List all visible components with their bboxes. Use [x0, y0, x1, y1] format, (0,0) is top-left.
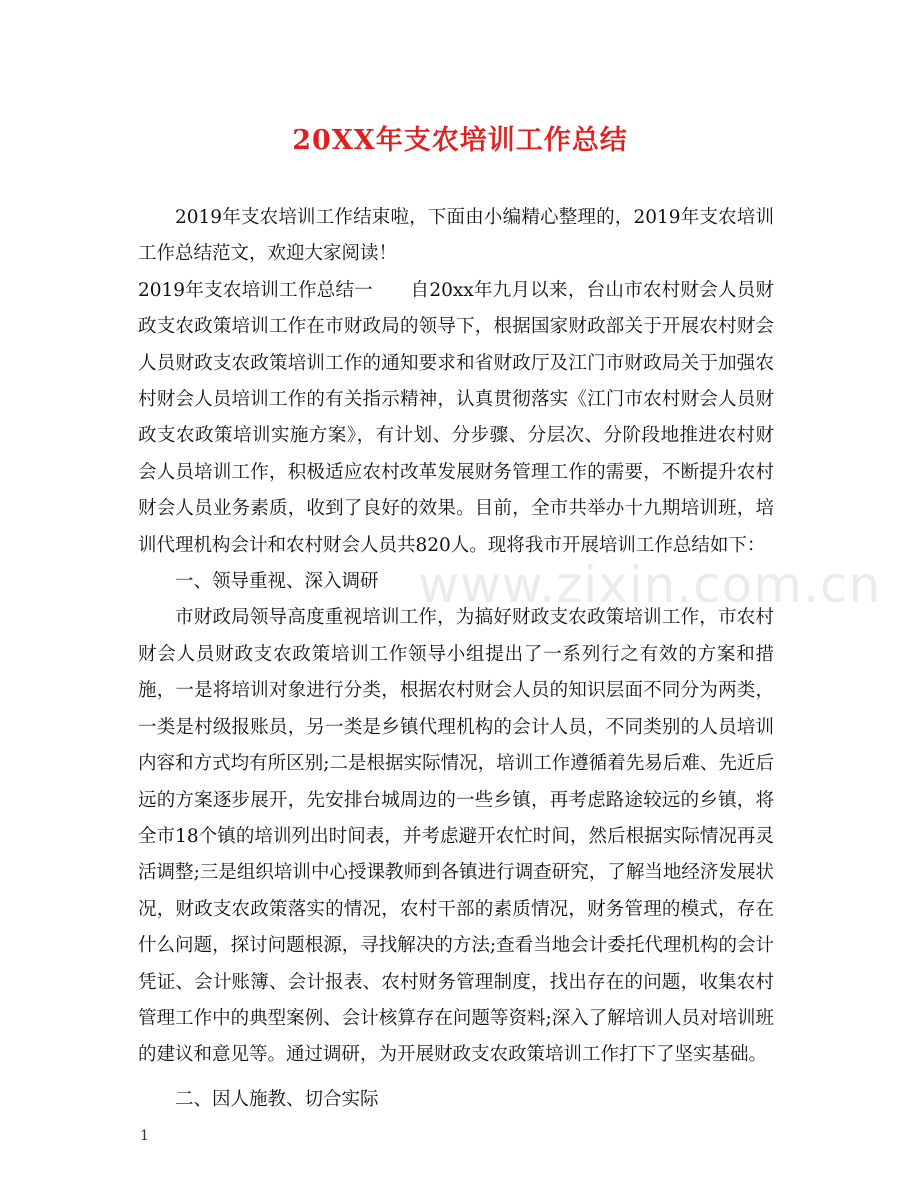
section-heading-one: 一、领导重视、深入调研 — [175, 571, 379, 593]
page-number: 1 — [140, 1128, 149, 1144]
section-heading-two: 二、因人施教、切合实际 — [175, 1088, 379, 1110]
intro-paragraph: 2019年支农培训工作结束啦，下面由小编精心整理的，2019年支农培训工作总结范文，欢迎大家阅读！ — [138, 207, 774, 265]
document-body — [138, 200, 774, 1118]
summary-paragraph-one: 2019年支农培训工作总结一 自20xx年九月以来，台山市农村财会人员财政支农政策培训工作在市财政局的领导下，根据国家财政部关于开展农村财会人员财政支农政策培训工作的通知要求和省财政厅及江门市财政局关于加强农村财会人员培训工作的有关指示精神，认真贯彻落实《江门市农村财会人员财政支农政策培训实施方案》，有计划、分步骤、分层次、分阶段地推进农村财会人员培训工作，积极适应农村改革发展财务管理工作的需要，不断提升农村财会人员业务素质，收到了良好的效果。目前，全市共举办十九期培训班，培训代理机构会计和农村财会人员共820人。现将我市开展培训工作总结如下： — [138, 279, 774, 556]
document-title: 20XX年支农培训工作总结 — [292, 125, 628, 156]
watermark: www.zixin.com.cn — [418, 556, 882, 614]
section-one-paragraph: 市财政局领导高度重视培训工作，为搞好财政支农政策培训工作，市农村财会人员财政支农政策培训工作领导小组提出了一系列行之有效的方案和措施，一是将培训对象进行分类，根据农村财会人员的知识层面不同分为两类，一类是村级报账员，另一类是乡镇代理机构的会计人员，不同类别的人员培训内容和方式均有所区别;二是根据实际情况，培训工作遵循着先易后难、先近后远的方案逐步展开，先安排台城周边的一些乡镇，再考虑路途较远的乡镇，将全市18个镇的培训列出时间表，并考虑避开农忙时间，然后根据实际情况再灵活调整;三是组织培训中心授课教师到各镇进行调查研究，了解当地经济发展状况，财政支农政策落实的情况，农村干部的素质情况，财务管理的模式，存在什么问题，探讨问题根源，寻找解决的方法;查看当地会计委托代理机构的会计凭证、会计账簿、会计报表、农村财务管理制度，找出存在的问题，收集农村管理工作中的典型案例、会计核算存在问题等资料;深入了解培训人员对培训班的建议和意见等。通过调研，为开展财政支农政策培训工作打下了坚实基础。 — [138, 607, 774, 1066]
